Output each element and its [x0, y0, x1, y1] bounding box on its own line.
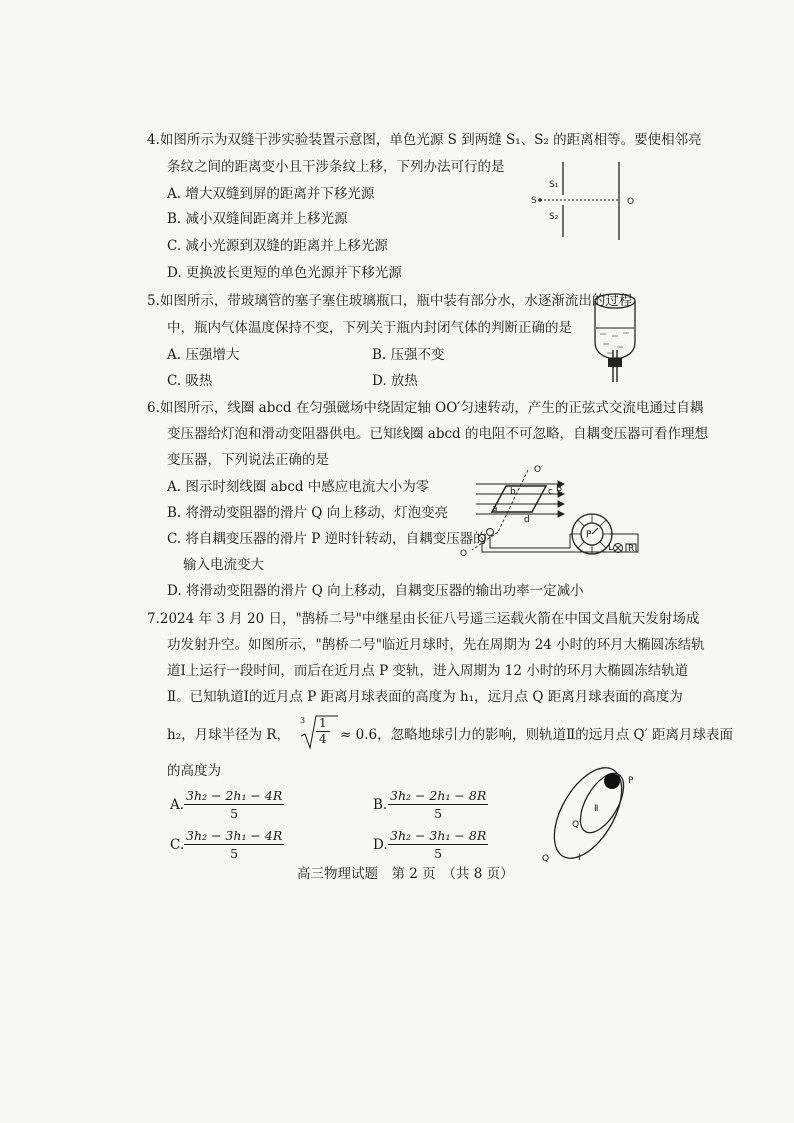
- q6-option-a: A. 图示时刻线圈 abcd 中感应电流大小为零: [167, 479, 430, 495]
- coil-a-label: a: [492, 504, 498, 514]
- slit-s2-label: S₂: [549, 212, 559, 222]
- coil-d-label: d: [524, 515, 530, 525]
- orbit-1-label: Ⅰ: [578, 853, 581, 863]
- q7-option-b-numerator: 3h₂ − 2h₁ − 8R: [390, 788, 487, 803]
- q7-stem-line2: 功发射升空。如图所示，"鹊桥二号"临近月球时，先在周期为 24 小时的环月大椭圆冻结轨: [167, 637, 705, 653]
- q7-stem-line6: 的高度为: [167, 763, 221, 779]
- q6-stem-line2: 变压器给灯泡和滑动变阻器供电。已知线圈 abcd 的电阻不可忽略，自耦变压器可看作理想: [167, 426, 708, 442]
- q5-option-b: B. 压强不变: [372, 347, 445, 363]
- q7-option-d-fraction: [388, 828, 488, 861]
- resistor-r-label: R: [628, 544, 635, 554]
- q4-stem-line1: 4.如图所示为双缝干涉实验装置示意图，单色光源 S 到两缝 S₁、S₂ 的距离相等。要使相邻亮: [147, 132, 702, 148]
- q7-stem-line1: 7.2024 年 3 月 20 日，"鹊桥二号"中继星由长征八号遥三运载火箭在中国文昌航天发射场成: [147, 611, 700, 627]
- root-index: 3: [300, 716, 306, 725]
- apolune-q-prime-label: Q′: [572, 820, 582, 830]
- q6-stem-line1: 6.如图所示，线圈 abcd 在匀强磁场中绕固定轴 OO′匀速转动，产生的正弦式交流电通过自耦: [147, 400, 704, 416]
- q7-option-b-label: B.: [373, 797, 388, 813]
- q4-option-a: A. 增大双缝到屏的距离并下移光源: [167, 186, 375, 202]
- q4-option-c: C. 减小光源到双缝的距离并上移光源: [167, 238, 388, 254]
- screen-o-label: O: [627, 197, 635, 207]
- perilune-p-label: P: [628, 776, 634, 786]
- q7-option-a-denominator: 5: [230, 806, 239, 821]
- lamp-l-label: L: [608, 543, 614, 553]
- slider-p-label: P: [586, 530, 592, 540]
- inverted-bottle-diagram: [592, 292, 638, 384]
- q4-option-d: D. 更换波长更短的单色光源并下移光源: [167, 265, 402, 281]
- q5-stem-line2: 中，瓶内气体温度保持不变，下列关于瓶内封闭气体的判断正确的是: [167, 320, 572, 336]
- q7-stem-line5-pre: h₂，月球半径为 R，: [167, 727, 291, 743]
- q6-stem-line3: 变压器，下列说法正确的是: [167, 452, 329, 468]
- q7-option-a-label: A.: [170, 797, 185, 813]
- coil-c-label: c: [548, 487, 553, 497]
- q6-option-d: D. 将滑动变阻器的滑片 Q 向上移动，自耦变压器的输出功率一定减小: [167, 583, 584, 599]
- q7-option-b-fraction: [388, 788, 488, 821]
- field-b-label: B: [556, 484, 563, 494]
- q7-stem-line4: Ⅱ。已知轨道Ⅰ的近月点 P 距离月球表面的高度为 h₁，远月点 Q 距离月球表面的高度为: [167, 689, 683, 705]
- q7-option-d-label: D.: [373, 837, 388, 853]
- q7-option-a-fraction: [184, 788, 284, 821]
- q7-option-d-numerator: 3h₂ − 3h₁ − 8R: [390, 828, 487, 843]
- generator-transformer-diagram: [458, 464, 642, 564]
- q4-stem-line2: 条纹之间的距离变小且干涉条纹上移，下列办法可行的是: [167, 159, 505, 175]
- lunar-orbit-diagram: [538, 765, 638, 865]
- q6-option-c-line1: C. 将自耦变压器的滑片 P 逆时针转动，自耦变压器的: [167, 531, 487, 547]
- axis-o-prime-label: O′: [534, 465, 544, 475]
- q7-option-c-numerator: 3h₂ − 3h₁ − 4R: [186, 828, 283, 843]
- q7-option-c-denominator: 5: [230, 846, 239, 861]
- q7-option-c-label: C.: [170, 837, 185, 853]
- q4-option-b: B. 减小双缝间距离并上移光源: [167, 211, 348, 227]
- q7-option-c-fraction: [184, 828, 284, 861]
- q7-option-d-denominator: 5: [434, 846, 443, 861]
- source-s-label: S: [531, 196, 537, 206]
- coil-b-label: b: [510, 487, 516, 497]
- apolune-q-label: Q: [542, 854, 550, 864]
- root-numerator: 1: [319, 716, 327, 730]
- slit-s1-label: S₁: [549, 180, 559, 190]
- page-footer: 高三物理试题 第 2 页 （共 8 页）: [297, 866, 514, 882]
- axis-o-label: O: [460, 549, 468, 559]
- q5-option-a: A. 压强增大: [167, 347, 240, 363]
- double-slit-diagram: [528, 162, 668, 262]
- orbit-2-label: Ⅱ: [594, 804, 599, 814]
- q5-stem-line1: 5.如图所示，带玻璃管的塞子塞住玻璃瓶口，瓶中装有部分水，水逐渐流出的过程: [147, 293, 633, 309]
- q6-option-c-line2: 输入电流变大: [183, 557, 264, 573]
- q5-option-d: D. 放热: [372, 373, 418, 389]
- q7-option-b-denominator: 5: [434, 806, 443, 821]
- q7-stem-line5-post: ≈ 0.6，忽略地球引力的影响，则轨道Ⅱ的远月点 Q′ 距离月球表面: [340, 727, 733, 743]
- q7-option-a-numerator: 3h₂ − 2h₁ − 4R: [186, 788, 283, 803]
- q5-option-c: C. 吸热: [167, 373, 213, 389]
- root-denominator: 4: [319, 732, 327, 746]
- q7-stem-line3: 道Ⅰ上运行一段时间，而后在近月点 P 变轨，进入周期为 12 小时的环月大椭圆冻结轨道: [167, 663, 689, 679]
- q6-option-b: B. 将滑动变阻器的滑片 Q 向上移动，灯泡变亮: [167, 505, 449, 521]
